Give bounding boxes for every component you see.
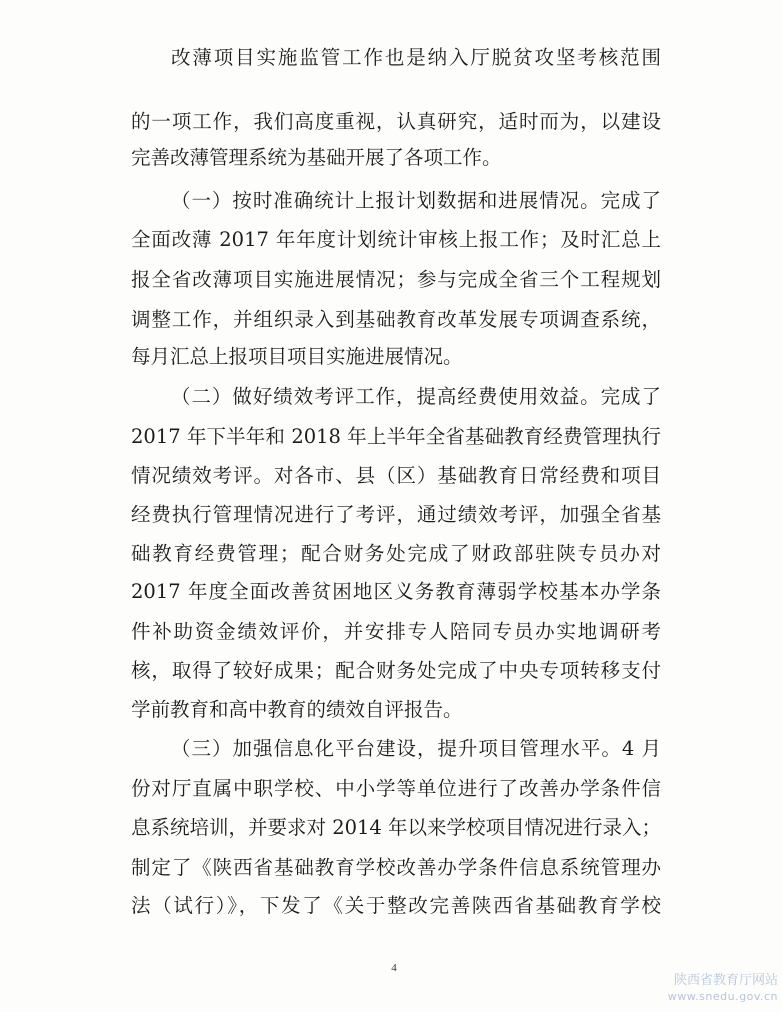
paragraph-line: 2017 年下半年和 2018 年上半年全省基础教育经费管理执行	[131, 425, 661, 448]
paragraph-line: 调整工作，并组织录入到基础教育改革发展专项调查系统，	[131, 308, 661, 331]
paragraph-line: （三）加强信息化平台建设，提升项目管理水平。4 月	[171, 737, 661, 760]
paragraph-line: 每月汇总上报项目项目实施进展情况。	[131, 345, 463, 368]
paragraph-line: 情况绩效考评。对各市、县（区）基础教育日常经费和项目	[131, 464, 661, 487]
watermark-url: www.snedu.gov.cn	[667, 990, 778, 1003]
paragraph-line: 份对厅直属中职学校、中小学等单位进行了改善办学条件信	[131, 777, 661, 800]
paragraph-line: 完善改薄管理系统为基础开展了各项工作。	[131, 146, 502, 169]
site-watermark	[598, 972, 778, 1012]
paragraph-line: （二）做好绩效考评工作，提高经费使用效益。完成了	[171, 385, 661, 408]
paragraph-line: 全面改薄 2017 年年度计划统计审核上报工作；及时汇总上	[131, 228, 661, 251]
paragraph-line: 的一项工作，我们高度重视，认真研究，适时而为，以建设	[131, 110, 661, 133]
paragraph-line: 础教育经费管理；配合财务处完成了财政部驻陕专员办对	[131, 542, 661, 565]
page-number: 4	[391, 962, 397, 974]
watermark-title: 陕西省教育厅网站	[673, 973, 778, 988]
paragraph-line: 制定了《陕西省基础教育学校改善办学条件信息系统管理办	[131, 856, 661, 879]
paragraph-line: 法（试行）》，下发了《关于整改完善陕西省基础教育学校	[131, 894, 661, 917]
paragraph-line: 息系统培训，并要求对 2014 年以来学校项目情况进行录入；	[131, 816, 661, 839]
paragraph-line: 报全省改薄项目实施进展情况；参与完成全省三个工程规划	[131, 268, 661, 291]
paragraph-line: 经费执行管理情况进行了考评，通过绩效考评，加强全省基	[131, 503, 661, 526]
paragraph-line: 改薄项目实施监管工作也是纳入厅脱贫攻坚考核范围	[171, 46, 661, 69]
paragraph-line: 核，取得了较好成果；配合财务处完成了中央专项转移支付	[131, 659, 661, 682]
paragraph-line: （一）按时准确统计上报计划数据和进展情况。完成了	[171, 189, 661, 212]
paragraph-line: 2017 年度全面改善贫困地区义务教育薄弱学校基本办学条	[131, 580, 661, 603]
paragraph-line: 学前教育和高中教育的绩效自评报告。	[131, 698, 463, 721]
paragraph-line: 件补助资金绩效评价，并安排专人陪同专员办实地调研考	[131, 620, 661, 643]
